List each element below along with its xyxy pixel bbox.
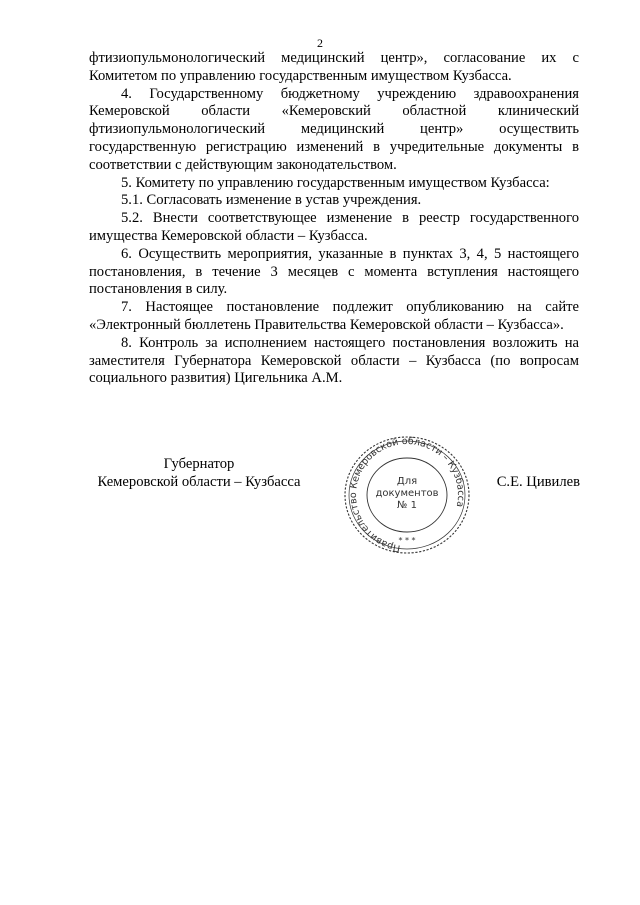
document-body: [89, 50, 579, 388]
stamp-stars: * * *: [398, 536, 416, 545]
stamp-center-line1: Для: [396, 476, 418, 487]
official-seal-stamp: [342, 434, 472, 554]
signatory-title-line1: Губернатор: [163, 456, 235, 472]
page-number: 2: [317, 36, 323, 50]
stamp-center-line3: № 1: [397, 500, 417, 511]
paragraph-item-5: 5. Комитету по управлению государственным имуществом Кузбасса:: [121, 174, 550, 191]
paragraph-item-8: 8. Контроль за исполнением настоящего постановления возложить на заместителя Губернатора Кемеровской области – Кузбасса (по вопросам социального развития) Цигельника А.М.: [89, 334, 579, 387]
signatory-title-line2: Кемеровской области – Кузбасса: [97, 473, 301, 490]
stamp-center-line2: документов: [375, 488, 439, 499]
paragraph-item-7: 7. Настоящее постановление подлежит опубликованию на сайте «Электронный бюллетень Правительства Кемеровской области – Кузбасса».: [89, 299, 579, 333]
signatory-title: [89, 456, 309, 492]
paragraph-item-5-1: 5.1. Согласовать изменение в устав учреждения.: [121, 192, 422, 209]
paragraph-item-4: 4. Государственному бюджетному учреждению здравоохранения Кемеровской области «Кемеровский областной клинический фтизиопульмонологический медицинский центр» осуществить государственную регистрацию изменений в учредительные документы в соответствии с действующим законодательством.: [89, 85, 579, 173]
paragraph-item-6: 6. Осуществить мероприятия, указанные в пунктах 3, 4, 5 настоящего постановления, в течение 3 месяцев с момента вступления настоящего постановления в силу.: [89, 245, 579, 298]
stamp-ring-text: Правительство Кемеровской области – Кузбасса: [347, 435, 467, 554]
signatory-name: С.Е. Цивилев: [496, 474, 580, 490]
paragraph-item-5-2: 5.2. Внести соответствующее изменение в реестр государственного имущества Кемеровской области – Кузбасса.: [89, 210, 579, 244]
paragraph-continuation: фтизиопульмонологический медицинский центр», согласование их с Комитетом по управлению государственным имуществом Кузбасса.: [89, 50, 579, 84]
